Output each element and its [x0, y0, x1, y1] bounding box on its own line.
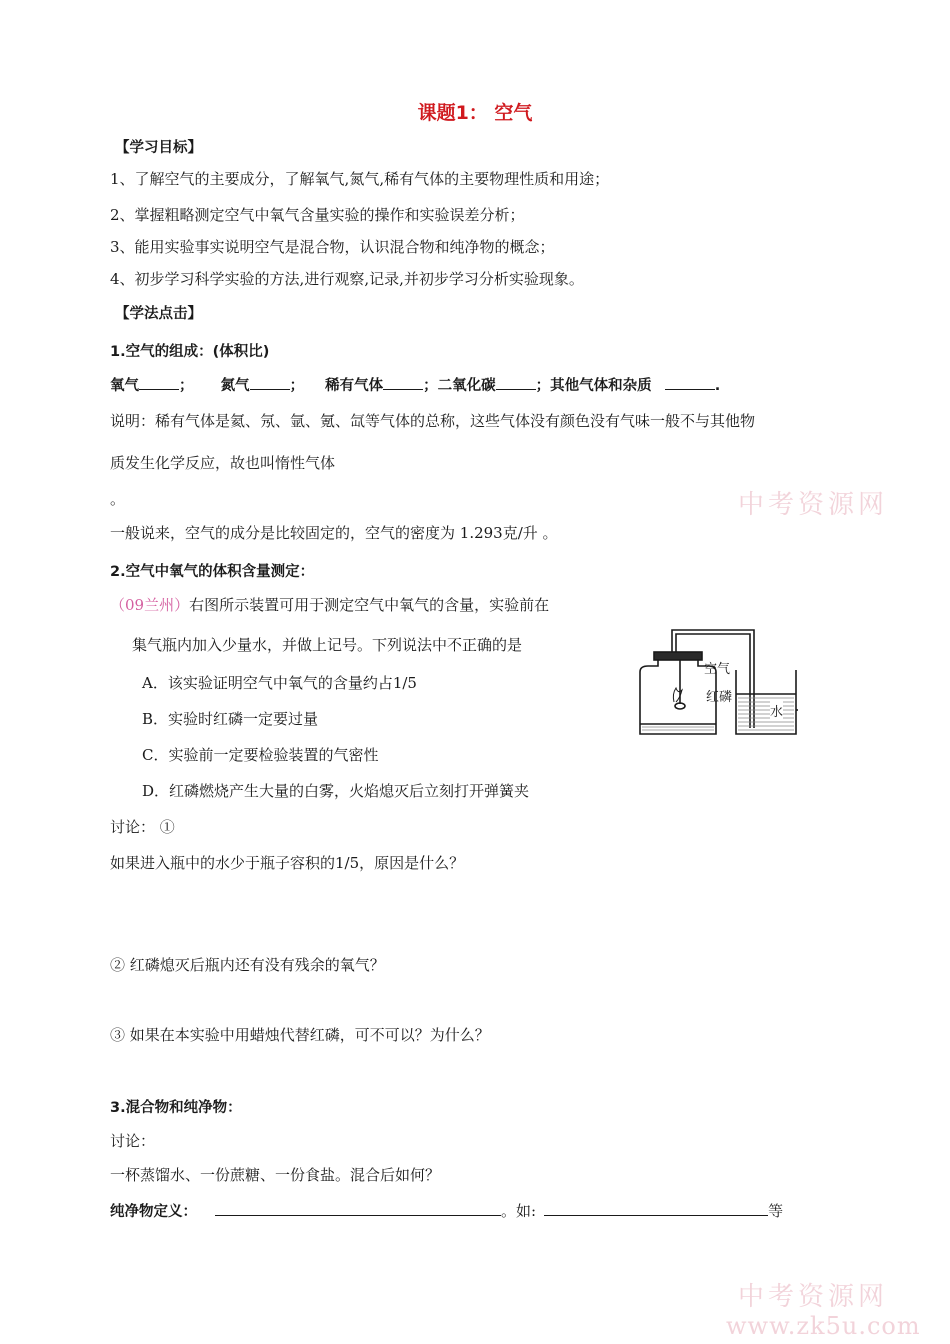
apparatus-figure [636, 614, 798, 740]
discussion-question-3: ③ 如果在本实验中用蜡烛代替红磷，可不可以？为什么？ [110, 1026, 490, 1044]
goals-heading: 【学习目标】 [115, 140, 202, 156]
section-3-discussion: 讨论： [110, 1132, 156, 1150]
section-3-heading: 3.混合物和纯净物： [110, 1100, 242, 1116]
figure-label-air: 空气 [704, 662, 731, 677]
discussion-label: 讨论： ① [110, 818, 175, 836]
goal-item-4: 4、初步学习科学实验的方法,进行观察,记录,并初步学习分析实验现象。 [110, 270, 584, 288]
co2-label: 二氧化碳 [437, 378, 496, 394]
discussion-question-1: 如果进入瓶中的水少于瓶子容积的1/5，原因是什么？ [110, 854, 465, 872]
definition-blank[interactable] [215, 1201, 501, 1216]
separator: ； [289, 378, 305, 394]
oxygen-label: 氧气 [110, 378, 139, 394]
mixing-question: 一杯蒸馏水、一份蔗糖、一份食盐。混合后如何？ [110, 1166, 441, 1184]
example-label: 。如: [501, 1202, 537, 1220]
rare-gas-label: 稀有气体 [325, 378, 384, 394]
separator: ； [535, 378, 551, 394]
figure-label-phosphorus: 红磷 [706, 690, 733, 705]
page-title: 课题1： 空气 [417, 102, 533, 124]
fill-end: . [714, 378, 721, 394]
question-source: （09兰州） [110, 596, 190, 614]
methods-heading: 【学法点击】 [115, 306, 202, 322]
question-text-1: 右图所示装置可用于测定空气中氧气的含量，实验前在 [189, 596, 550, 614]
figure-label-water: 水 [770, 701, 783, 720]
note-period: 。 [110, 490, 126, 508]
other-gas-label: 其他气体和杂质 [550, 378, 652, 394]
section-1-heading: 1.空气的组成：(体积比) [110, 344, 270, 360]
co2-blank[interactable] [496, 375, 536, 390]
rare-gas-blank[interactable] [383, 375, 423, 390]
goal-item-2: 2、掌握粗略测定空气中氧气含量实验的操作和实验误差分析； [110, 206, 525, 224]
pure-substance-line [110, 1200, 783, 1221]
oxygen-blank[interactable] [139, 375, 179, 390]
option-a: A．该实验证明空气中氧气的含量约占1/5 [142, 674, 417, 692]
separator: ； [423, 378, 438, 394]
pure-substance-label: 纯净物定义： [110, 1204, 197, 1220]
discussion-question-2: ② 红磷熄灭后瓶内还有没有残余的氧气？ [110, 956, 385, 974]
other-gas-blank[interactable] [665, 375, 715, 390]
section-2-heading: 2.空气中氧气的体积含量测定： [110, 564, 315, 580]
composition-fill-line [110, 374, 720, 395]
etc-label: 等 [768, 1202, 784, 1220]
apparatus-drawing [636, 614, 798, 740]
question-line-2: 集气瓶内加入少量水，并做上记号。下列说法中不正确的是 [132, 636, 523, 654]
air-density-text: 一般说来，空气的成分是比较固定的，空气的密度为 1.293克/升 。 [110, 524, 558, 542]
option-d: D．红磷燃烧产生大量的白雾，火焰熄灭后立刻打开弹簧夹 [142, 782, 530, 800]
nitrogen-label: 氮气 [220, 378, 250, 394]
goal-item-3: 3、能用实验事实说明空气是混合物，认识混合物和纯净物的概念； [110, 238, 555, 256]
option-c: C．实验前一定要检验装置的气密性 [142, 746, 379, 764]
nitrogen-blank[interactable] [250, 375, 290, 390]
rare-gas-note-line-1: 说明：稀有气体是氦、氖、氩、氪、氙等气体的总称，这些气体没有颜色没有气味一般不与其他物 [110, 412, 756, 430]
separator: ； [179, 378, 194, 394]
example-blank[interactable] [544, 1201, 768, 1216]
watermark-text: 中考资源网 [738, 490, 889, 520]
option-b: B．实验时红磷一定要过量 [142, 710, 319, 728]
rare-gas-note-line-2: 质发生化学反应，故也叫惰性气体 [110, 454, 336, 472]
goal-item-1: 1、了解空气的主要成分，了解氧气,氮气,稀有气体的主要物理性质和用途； [110, 170, 610, 188]
question-line-1 [110, 594, 549, 615]
watermark-url: www.zk5u.com [726, 1312, 921, 1340]
watermark-text: 中考资源网 [738, 1282, 889, 1312]
